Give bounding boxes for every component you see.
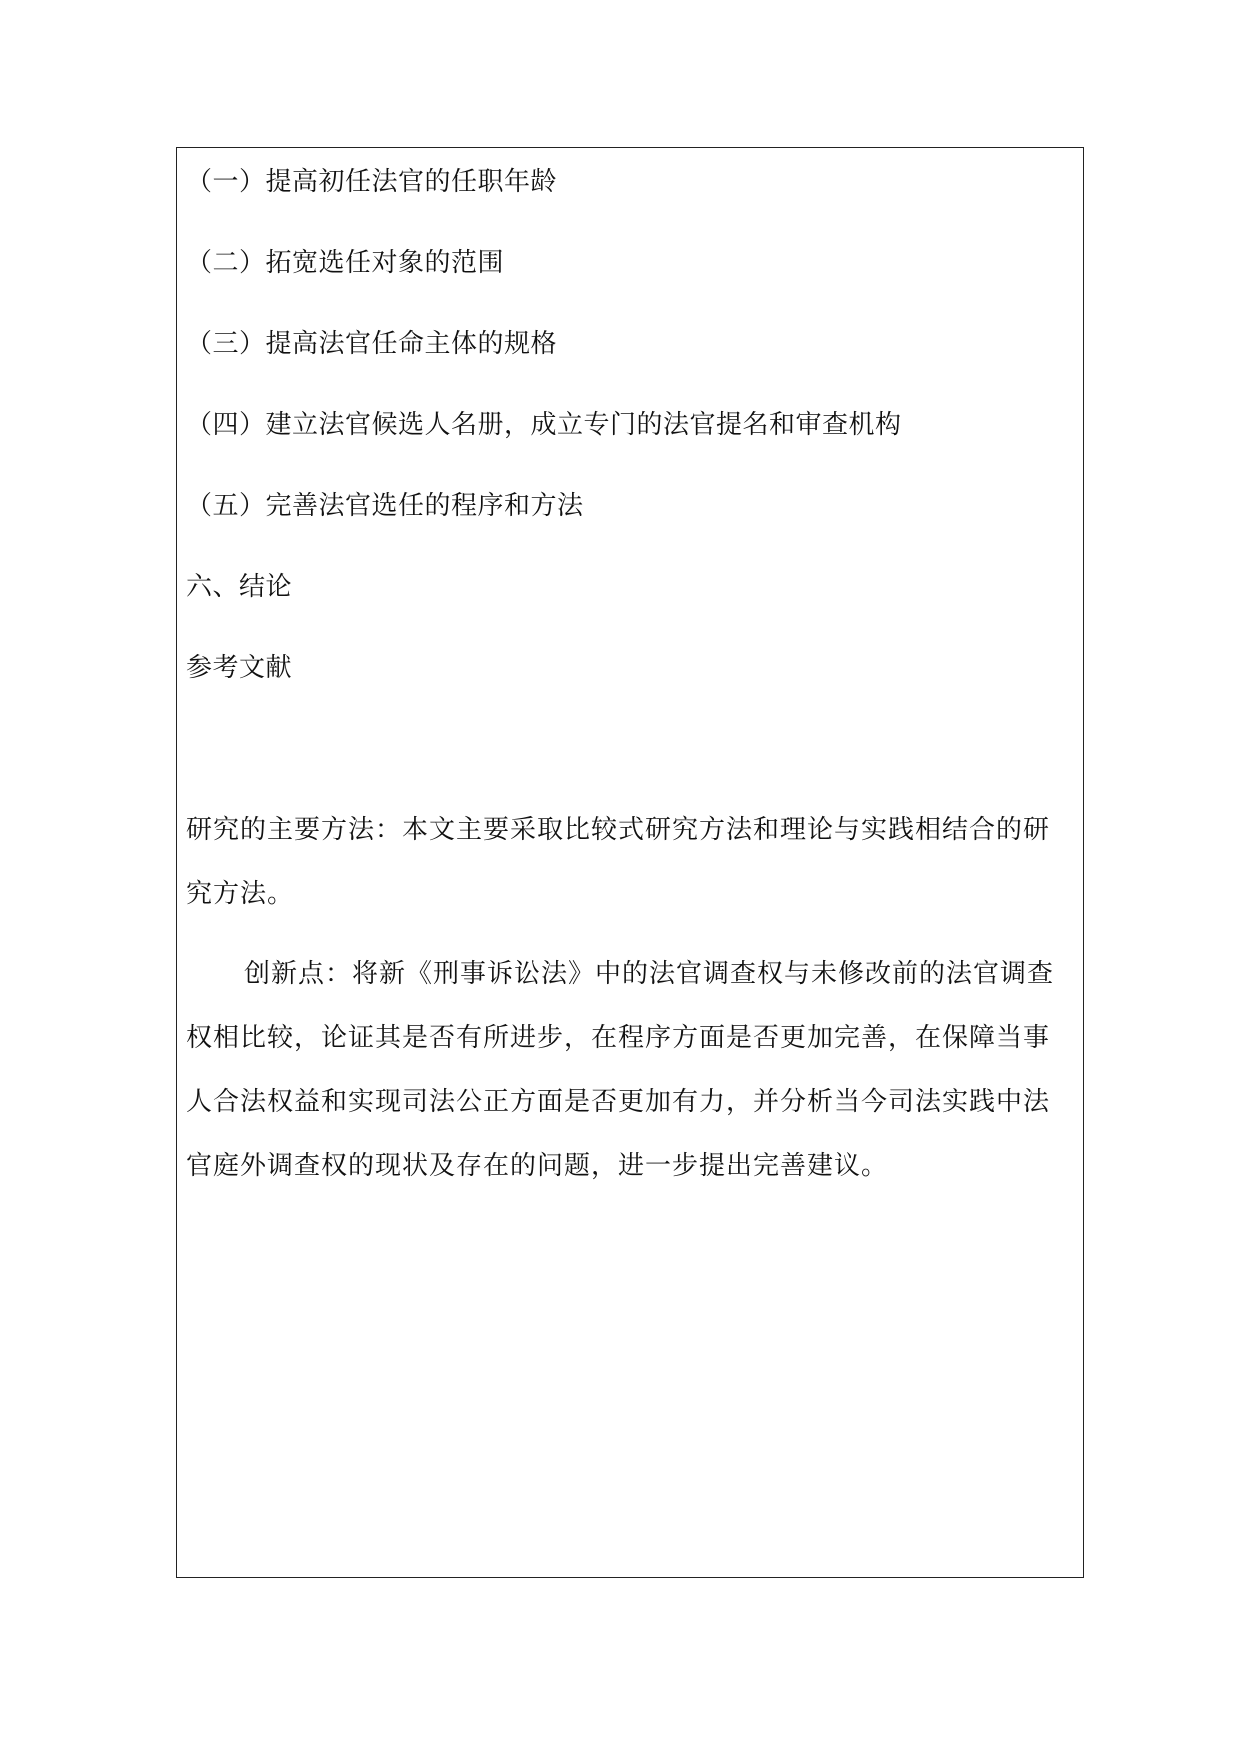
outline-item-1: （一）提高初任法官的任职年龄 [186, 167, 558, 197]
outline-item-5: （五）完善法官选任的程序和方法 [186, 491, 584, 521]
outline-item-4: （四）建立法官候选人名册，成立专门的法官提名和审查机构 [186, 410, 902, 440]
outline-item-3: （三）提高法官任命主体的规格 [186, 329, 558, 359]
references-heading: 参考文献 [186, 653, 293, 683]
section-conclusion-heading: 六、结论 [186, 572, 293, 602]
outline-item-2: （二）拓宽选任对象的范围 [186, 248, 505, 278]
innovation-paragraph: 创新点：将新《刑事诉讼法》中的法官调查权与未修改前的法官调查权相比较，论证其是否有所进步，在程序方面是否更加完善，在保障当事人合法权益和实现司法公正方面是否更加有力，并分析当今司法实践中法官庭外调查权的现状及存在的问题，进一步提出完善建议。 [186, 959, 1055, 1181]
research-methods-paragraph: 研究的主要方法：本文主要采取比较式研究方法和理论与实践相结合的研究方法。 [186, 815, 1051, 909]
